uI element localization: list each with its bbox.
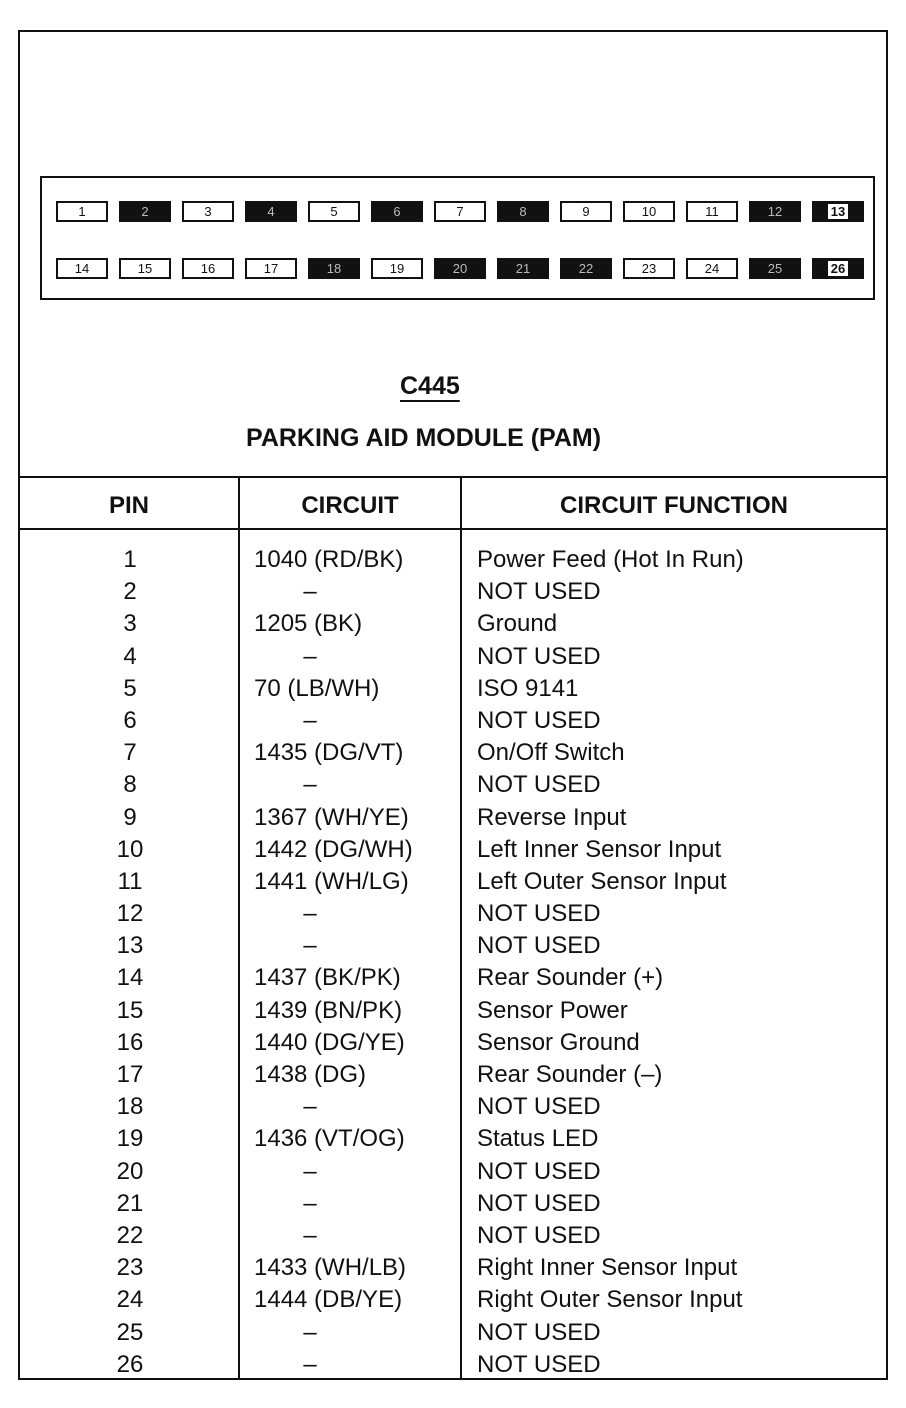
circuit-cell: – [303, 706, 317, 734]
pin-cavity-number: 6 [393, 204, 401, 219]
circuit-cell: – [303, 1221, 317, 1249]
pin-number-cell: 26 [116, 1350, 144, 1378]
pin-cavity-11 [686, 201, 738, 222]
circuit-cell: 1436 (VT/OG) [254, 1125, 405, 1153]
pin-cavity-6 [371, 201, 423, 222]
table-row [20, 643, 886, 675]
pin-number-cell: 24 [116, 1286, 144, 1314]
pin-cavity-number: 26 [828, 261, 848, 276]
circuit-cell: – [303, 771, 317, 799]
circuit-cell: 1442 (DG/WH) [254, 835, 413, 863]
circuit-cell: – [303, 1093, 317, 1121]
table-header-divider [20, 528, 886, 530]
connector-id-label: C445 [400, 372, 460, 400]
circuit-cell: – [303, 578, 317, 606]
pin-cavity-number: 22 [578, 261, 594, 276]
circuit-function-cell: Power Feed (Hot In Run) [477, 546, 744, 573]
table-row [20, 1222, 886, 1254]
table-row [20, 707, 886, 739]
pin-cavity-4 [245, 201, 297, 222]
pin-cavity-22 [560, 258, 612, 279]
table-row [20, 964, 886, 996]
pin-number-cell: 7 [123, 739, 137, 767]
circuit-function-cell: NOT USED [477, 1189, 601, 1217]
pin-cavity-number: 19 [389, 261, 405, 276]
pin-cavity-number: 11 [705, 204, 719, 219]
pin-number-cell: 25 [116, 1318, 144, 1346]
pin-cavity-number: 1 [78, 204, 86, 219]
circuit-function-cell: NOT USED [477, 1221, 601, 1249]
circuit-function-cell: Sensor Power [477, 996, 628, 1024]
pin-cavity-25 [749, 258, 801, 279]
pin-cavity-number: 21 [515, 261, 531, 276]
pin-number-cell: 9 [123, 803, 137, 831]
circuit-function-cell: NOT USED [477, 771, 601, 799]
table-row [20, 1319, 886, 1351]
pin-cavity-number: 17 [263, 261, 279, 276]
circuit-cell: 1433 (WH/LB) [254, 1254, 407, 1282]
column-header-circuit: CIRCUIT [301, 492, 399, 519]
circuit-cell: 1438 (DG) [254, 1061, 367, 1088]
module-name-label: PARKING AID MODULE (PAM) [246, 424, 602, 452]
table-row [20, 771, 886, 803]
table-row [20, 578, 886, 610]
pin-cavity-10 [623, 201, 675, 222]
pin-number-cell: 4 [123, 642, 137, 670]
table-row [20, 1061, 886, 1093]
pin-cavity-number: 5 [330, 204, 338, 219]
table-top-divider [20, 476, 886, 478]
table-row [20, 1254, 886, 1286]
pin-number-cell: 13 [116, 932, 144, 960]
pin-cavity-2 [119, 201, 171, 222]
pin-cavity-15 [119, 258, 171, 279]
pin-number-cell: 16 [116, 1028, 144, 1056]
circuit-function-cell: NOT USED [477, 1318, 601, 1346]
pin-cavity-number: 8 [519, 204, 527, 219]
pin-cavity-number: 20 [452, 261, 468, 276]
pin-number-cell: 5 [123, 674, 137, 702]
circuit-function-cell: NOT USED [477, 900, 601, 928]
pin-cavity-13 [812, 201, 864, 222]
circuit-function-cell: Right Inner Sensor Input [477, 1254, 738, 1282]
circuit-cell: 1437 (BK/PK) [254, 964, 401, 992]
pin-cavity-16 [182, 258, 234, 279]
table-row [20, 1029, 886, 1061]
table-row [20, 997, 886, 1029]
table-row [20, 1351, 886, 1383]
pin-cavity-number: 13 [828, 204, 848, 219]
pin-cavity-number: 2 [141, 204, 149, 219]
pin-number-cell: 15 [116, 996, 144, 1024]
pin-cavity-number: 7 [456, 204, 464, 219]
circuit-function-cell: Right Outer Sensor Input [477, 1286, 743, 1314]
circuit-function-cell: Left Inner Sensor Input [477, 835, 722, 863]
table-row [20, 675, 886, 707]
pin-cavity-5 [308, 201, 360, 222]
circuit-function-cell: On/Off Switch [477, 739, 625, 767]
pin-cavity-26 [812, 258, 864, 279]
connector-face-view [40, 176, 875, 300]
pin-number-cell: 3 [123, 610, 137, 638]
pin-number-cell: 22 [116, 1221, 144, 1249]
pin-cavity-number: 14 [74, 261, 90, 276]
pin-number-cell: 8 [123, 771, 137, 799]
pin-number-cell: 1 [123, 546, 137, 573]
circuit-function-cell: Sensor Ground [477, 1028, 640, 1056]
pin-cavity-17 [245, 258, 297, 279]
pin-cavity-12 [749, 201, 801, 222]
table-row [20, 546, 886, 578]
circuit-function-cell: ISO 9141 [477, 674, 579, 702]
pin-number-cell: 6 [123, 706, 137, 734]
circuit-cell: 1444 (DB/YE) [254, 1286, 403, 1314]
circuit-function-cell: NOT USED [477, 1350, 601, 1378]
pin-cavity-number: 24 [704, 261, 720, 276]
circuit-cell: 70 (LB/WH) [254, 674, 380, 702]
pin-cavity-number: 23 [641, 261, 657, 276]
circuit-cell: 1435 (DG/VT) [254, 739, 404, 767]
table-row [20, 1190, 886, 1222]
pin-cavity-18 [308, 258, 360, 279]
pin-cavity-21 [497, 258, 549, 279]
table-row [20, 804, 886, 836]
pin-cavity-24 [686, 258, 738, 279]
pin-cavity-7 [434, 201, 486, 222]
circuit-function-cell: NOT USED [477, 1157, 601, 1185]
circuit-function-cell: Ground [477, 610, 558, 638]
circuit-function-cell: Status LED [477, 1125, 599, 1153]
pin-cavity-number: 12 [767, 204, 783, 219]
pin-number-cell: 17 [116, 1061, 144, 1088]
circuit-cell: – [303, 932, 317, 960]
table-row [20, 1125, 886, 1157]
circuit-function-cell: Reverse Input [477, 803, 627, 831]
circuit-cell: – [303, 1189, 317, 1217]
connector-pin-row-top [56, 201, 864, 222]
connector-diagram-frame [18, 30, 888, 1380]
circuit-function-cell: Left Outer Sensor Input [477, 867, 727, 895]
pin-cavity-number: 16 [200, 261, 216, 276]
pin-number-cell: 19 [116, 1125, 144, 1153]
table-row [20, 900, 886, 932]
pin-number-cell: 12 [116, 900, 144, 928]
pin-number-cell: 18 [116, 1093, 144, 1121]
circuit-cell: – [303, 1350, 317, 1378]
pin-cavity-number: 3 [204, 204, 212, 219]
pin-cavity-number: 18 [326, 261, 342, 276]
pin-number-cell: 11 [117, 867, 143, 895]
circuit-function-cell: Rear Sounder (+) [477, 964, 664, 992]
pin-number-cell: 21 [116, 1189, 144, 1217]
pin-cavity-20 [434, 258, 486, 279]
table-row [20, 739, 886, 771]
circuit-cell: 1040 (RD/BK) [254, 546, 404, 573]
circuit-cell: 1441 (WH/LG) [254, 867, 409, 895]
pin-number-cell: 2 [123, 578, 137, 606]
circuit-function-cell: NOT USED [477, 642, 601, 670]
pin-cavity-3 [182, 201, 234, 222]
pin-number-cell: 20 [116, 1157, 144, 1185]
table-row [20, 1093, 886, 1125]
pin-cavity-1 [56, 201, 108, 222]
connector-pin-row-bottom [56, 258, 864, 279]
pin-cavity-number: 15 [137, 261, 153, 276]
circuit-cell: 1205 (BK) [254, 610, 363, 638]
pin-cavity-number: 9 [582, 204, 590, 219]
circuit-function-cell: Rear Sounder (–) [477, 1061, 663, 1088]
pin-cavity-14 [56, 258, 108, 279]
pin-number-cell: 23 [116, 1254, 144, 1282]
pin-number-cell: 10 [116, 835, 144, 863]
table-row [20, 610, 886, 642]
pin-table-body [20, 546, 886, 1383]
column-header-pin: PIN [108, 492, 149, 519]
circuit-cell: – [303, 642, 317, 670]
table-row [20, 1286, 886, 1318]
circuit-function-cell: NOT USED [477, 706, 601, 734]
pin-number-cell: 14 [116, 964, 144, 992]
pin-cavity-8 [497, 201, 549, 222]
circuit-cell: 1367 (WH/YE) [254, 803, 409, 831]
circuit-cell: 1439 (BN/PK) [254, 996, 403, 1024]
circuit-cell: 1440 (DG/YE) [254, 1028, 405, 1056]
circuit-function-cell: NOT USED [477, 578, 601, 606]
circuit-function-cell: NOT USED [477, 1093, 601, 1121]
table-row [20, 932, 886, 964]
pin-cavity-19 [371, 258, 423, 279]
circuit-cell: – [303, 1318, 317, 1346]
table-row [20, 868, 886, 900]
circuit-cell: – [303, 1157, 317, 1185]
table-row [20, 1158, 886, 1190]
pin-cavity-number: 4 [267, 204, 275, 219]
circuit-cell: – [303, 900, 317, 928]
table-row [20, 836, 886, 868]
pin-cavity-9 [560, 201, 612, 222]
pin-cavity-23 [623, 258, 675, 279]
circuit-function-cell: NOT USED [477, 932, 601, 960]
column-header-circuit-function: CIRCUIT FUNCTION [560, 492, 788, 519]
pin-cavity-number: 10 [641, 204, 657, 219]
pin-cavity-number: 25 [767, 261, 783, 276]
